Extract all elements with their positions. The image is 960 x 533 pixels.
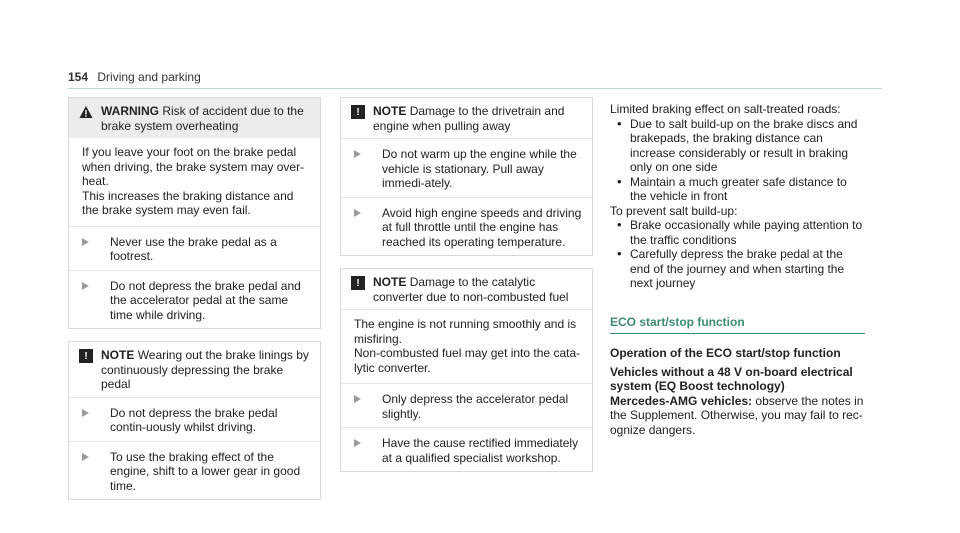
note-box-brake-linings: [68, 341, 321, 500]
instruction-text: Only depress the accelerator pedal slightly.: [382, 392, 569, 421]
section-title: Driving and parking: [97, 70, 201, 84]
note-para-1: The engine is not running smoothly and is misfiring.: [354, 317, 577, 346]
note-header: [341, 98, 592, 138]
list-item: • Maintain a much greater safe distance to the vehicle in front: [630, 175, 865, 204]
list-item: • Carefully depress the brake pedal at the end of the journey and when starting the next journey: [630, 247, 865, 291]
salt-intro: Limited braking effect on salt-treated roads:: [610, 102, 841, 116]
column-2: [340, 97, 593, 472]
arrow-right-icon: [82, 453, 89, 461]
warning-para-2: This increases the braking distance and the brake system may even fail.: [82, 188, 294, 217]
instruction-text: Do not depress the brake pedal contin-uously whilst driving.: [110, 405, 278, 434]
eco-section-title: ECO start/stop function: [610, 314, 745, 329]
instruction-item: [341, 197, 592, 256]
prevent-bullet-list: [610, 218, 865, 291]
warning-label: WARNING: [101, 104, 159, 118]
note-label: NOTE: [373, 275, 407, 289]
note-body: [341, 309, 592, 383]
note-box-catalytic: [340, 268, 593, 472]
instruction-item: [341, 383, 592, 427]
eco-section: [610, 315, 865, 335]
instruction-item: [69, 270, 320, 329]
note-icon: !: [351, 276, 365, 290]
page-header: [68, 70, 201, 85]
list-item: • Due to salt build-up on the brake discs and brakepads, the braking distance can increase considerably or result in braking only on one side: [630, 117, 865, 175]
note-icon: !: [79, 349, 93, 363]
arrow-right-icon: [354, 395, 361, 403]
note-title: Damage to the drivetrain and engine when pulling away: [373, 104, 565, 133]
eco-section-divider: [610, 333, 865, 334]
instruction-text: Avoid high engine speeds and driving at full throttle until the engine has reached its operating temperature.: [382, 205, 582, 249]
prevent-heading: To prevent salt build-up:: [610, 203, 738, 218]
instruction-item: [69, 226, 320, 270]
column-1: [68, 97, 321, 500]
instruction-item: [69, 397, 320, 441]
note-label: NOTE: [373, 104, 407, 118]
header-divider: [68, 88, 882, 89]
note-box-drivetrain: [340, 97, 593, 256]
warning-body: [69, 138, 320, 226]
note-header: [341, 269, 592, 309]
list-item: • Brake occasionally while paying attention to the traffic conditions: [630, 218, 865, 247]
arrow-right-icon: [354, 150, 361, 158]
arrow-right-icon: [82, 238, 89, 246]
arrow-right-icon: [82, 282, 89, 290]
vehicles-heading: Vehicles without a 48 V on-board electrical system (EQ Boost technology): [610, 364, 853, 393]
arrow-right-icon: [354, 209, 361, 217]
instruction-text: Do not warm up the engine while the vehicle is stationary. Pull away immedi-ately.: [382, 147, 577, 190]
amg-paragraph: [610, 394, 865, 438]
note-label: NOTE: [101, 348, 135, 362]
instruction-text: Do not depress the brake pedal and the accelerator pedal at the same time while driving.: [110, 278, 301, 322]
note-header: [69, 342, 320, 397]
column-3: [610, 102, 865, 437]
note-title: Damage to the catalytic converter due to non-combusted fuel: [373, 275, 569, 304]
arrow-right-icon: [82, 409, 89, 417]
instruction-item: [341, 427, 592, 471]
instruction-text: Have the cause rectified immediately at a qualified specialist workshop.: [382, 436, 579, 465]
arrow-right-icon: [354, 439, 361, 447]
amg-label: Mercedes-AMG vehicles:: [610, 393, 753, 408]
page-number: 154: [68, 70, 89, 84]
warning-box: [68, 97, 321, 329]
note-title: Wearing out the brake linings by continuously depressing the brake pedal: [101, 348, 309, 391]
eco-operation-heading: Operation of the ECO start/stop function: [610, 346, 841, 360]
amg-text: observe the notes in the Supplement. Otherwise, you may fail to rec-ognize dangers.: [610, 393, 864, 437]
note-para-2: Non-combusted fuel may get into the cata-lytic converter.: [354, 346, 581, 375]
warning-header: [69, 98, 320, 138]
note-icon: !: [351, 105, 365, 119]
instruction-item: [341, 138, 592, 197]
salt-bullet-list: [610, 117, 865, 204]
instruction-text: Never use the brake pedal as a footrest.: [110, 234, 277, 263]
warning-para-1: If you leave your foot on the brake pedal when driving, the brake system may over-heat.: [82, 145, 305, 188]
instruction-item: [69, 441, 320, 500]
instruction-text: To use the braking effect of the engine, shift to a lower gear in good time.: [110, 449, 301, 493]
warning-triangle-icon: [79, 105, 93, 119]
warning-title: Risk of accident due to the brake system overheating: [101, 104, 304, 133]
